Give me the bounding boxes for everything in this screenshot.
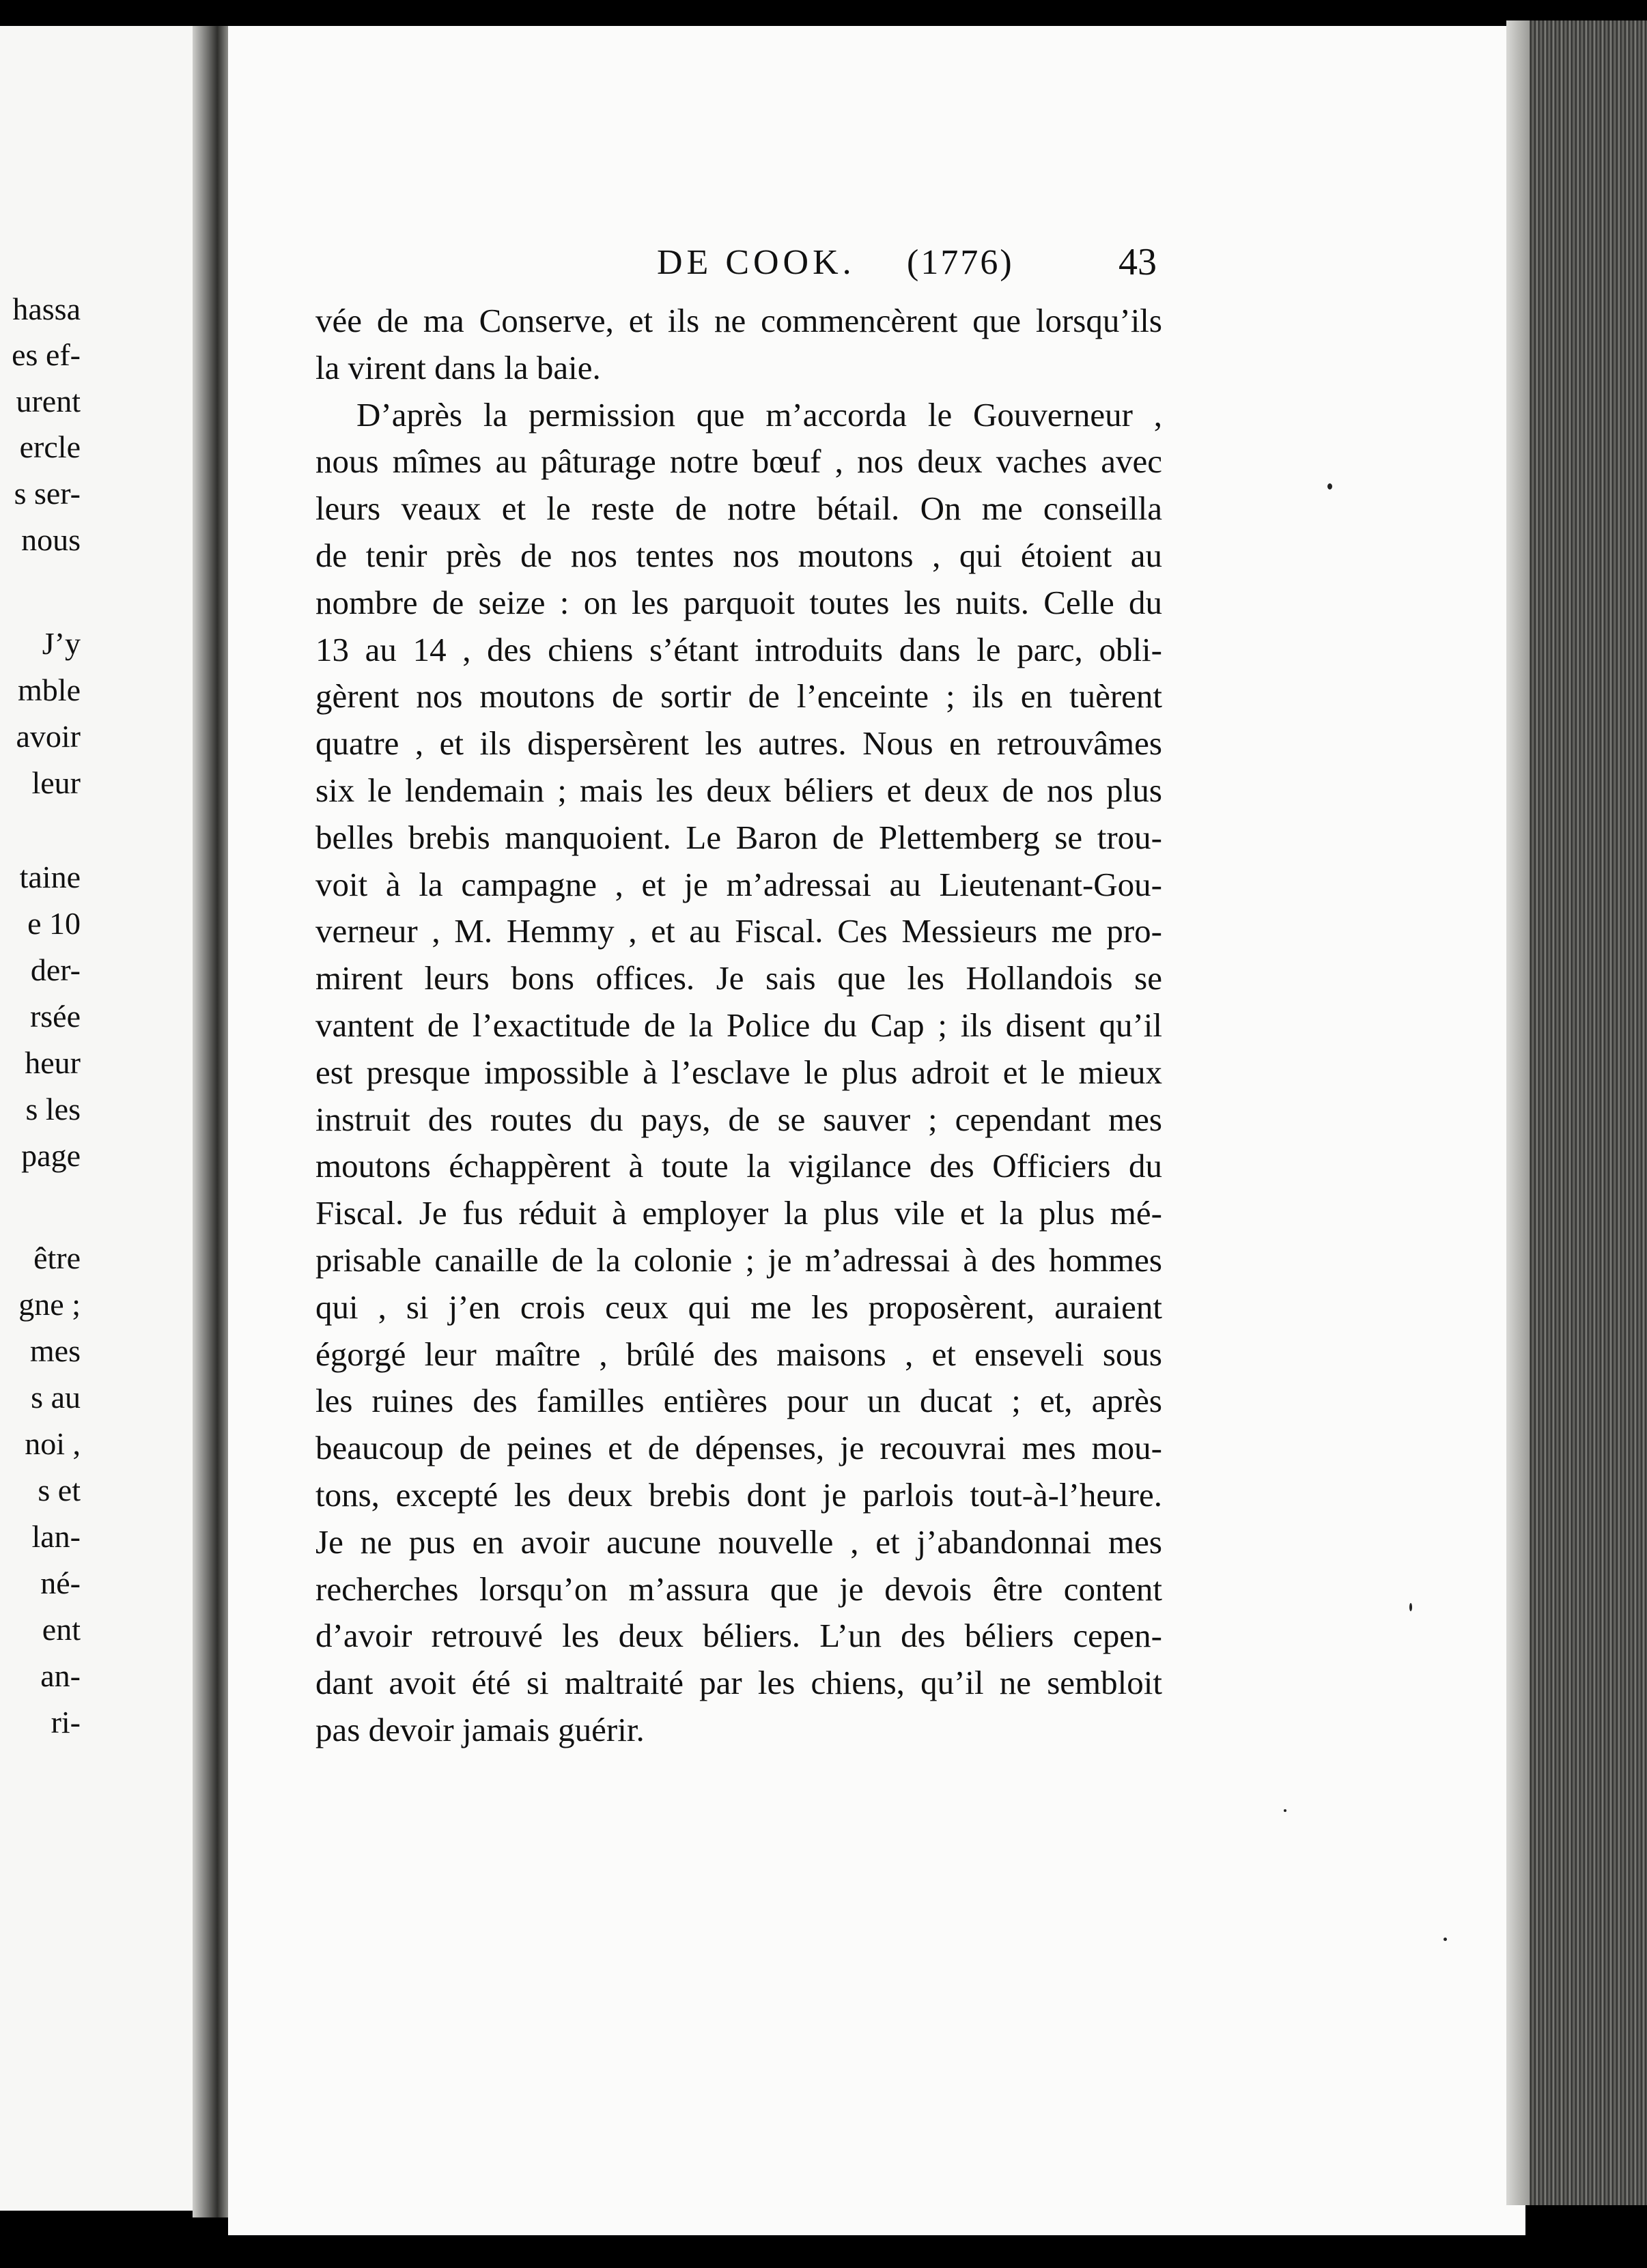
text-line: beaucoup de peines et de dépenses, je recouvrai mes mou- <box>315 1429 1162 1467</box>
text-line: gèrent nos moutons de sortir de l’enceinte ; ils en tuèrent <box>315 677 1162 715</box>
left-page-fragment: être <box>33 1241 81 1275</box>
text-line: voit à la campagne , et je m’adressai au Lieutenant-Gou- <box>315 865 1162 903</box>
left-page-fragment: s les <box>25 1092 81 1126</box>
text-line: dant avoit été si maltraité par les chiens, qu’il ne sembloit <box>315 1664 1162 1702</box>
text-line: la virent dans la baie. <box>315 348 601 386</box>
left-page-fragment: es ef- <box>12 337 81 372</box>
text-line: recherches lorsqu’on m’assura que je devois être content <box>315 1570 1162 1608</box>
text-line: vée de ma Conserve, et ils ne commencèrent que lorsqu’ils <box>315 302 1162 339</box>
left-page-fragment: J’y <box>42 626 81 661</box>
text-line: verneur , M. Hemmy , et au Fiscal. Ces Messieurs me pro- <box>315 912 1162 950</box>
left-page-fragment: noi , <box>25 1426 81 1461</box>
left-page-fragment: s au <box>31 1380 81 1415</box>
left-page-fragment: avoir <box>16 719 81 754</box>
text-line: Fiscal. Je fus réduit à employer la plus vile et la plus mé- <box>315 1194 1162 1232</box>
left-page-fragment: né- <box>40 1565 81 1600</box>
left-page-fragment: page <box>21 1138 81 1173</box>
text-line: de tenir près de nos tentes nos moutons , qui étoient au <box>315 536 1162 574</box>
left-page-fragment: an- <box>40 1658 81 1693</box>
ink-speck <box>1284 1809 1286 1812</box>
left-page-fragment: mble <box>18 672 81 707</box>
left-page-fragment: s et <box>38 1473 81 1507</box>
running-year: (1776) <box>907 243 1014 282</box>
left-page-fragment: heur <box>25 1045 81 1080</box>
left-page-fragment: der- <box>30 952 81 987</box>
left-page-fragment: leur <box>31 765 81 800</box>
page-edge-rim <box>1506 20 1530 2205</box>
left-page-fragment: lan- <box>31 1519 81 1554</box>
page-number: 43 <box>1118 241 1157 283</box>
body-text <box>315 298 1162 1754</box>
running-title: DE COOK. <box>657 243 856 282</box>
left-page-fragment: ercle <box>19 429 81 464</box>
text-line: six le lendemain ; mais les deux béliers et deux de nos plus <box>315 771 1162 809</box>
left-page-fragment: hassa <box>12 292 81 326</box>
left-page-fragment: rsée <box>29 999 81 1034</box>
left-page <box>0 26 198 2211</box>
text-line: instruit des routes du pays, de se sauver ; cependant mes <box>315 1100 1162 1138</box>
text-line: leurs veaux et le reste de notre bétail. On me conseilla <box>315 490 1162 528</box>
ink-speck <box>1409 1603 1412 1611</box>
text-line: nous mîmes au pâturage notre bœuf , nos deux vaches avec <box>315 442 1162 481</box>
left-page-fragment: urent <box>16 384 81 419</box>
text-line: qui , si j’en crois ceux qui me les proposèrent, auraient <box>315 1288 1162 1326</box>
text-line: pas devoir jamais guérir. <box>315 1710 645 1748</box>
text-line: moutons échappèrent à toute la vigilance des Officiers du <box>315 1147 1162 1185</box>
left-page-fragment: gne ; <box>18 1287 81 1322</box>
text-line: est presque impossible à l’esclave le plus adroit et le mieux <box>315 1053 1162 1091</box>
left-page-fragment: taine <box>19 860 81 894</box>
text-line: belles brebis manquoient. Le Baron de Plettemberg se trou- <box>315 818 1162 856</box>
left-page-fragment: ri- <box>51 1705 81 1740</box>
left-page-fragment: mes <box>29 1333 81 1368</box>
text-line: égorgé leur maître , brûlé des maisons , et enseveli sous <box>315 1335 1162 1373</box>
text-line: mirent leurs bons offices. Je sais que les Hollandois se <box>315 959 1162 997</box>
text-line: les ruines des familles entières pour un ducat ; et, après <box>315 1382 1162 1420</box>
text-line: D’après la permission que m’accorda le Gouverneur , <box>356 395 1162 434</box>
book-gutter <box>193 26 228 2217</box>
left-page-fragment: e 10 <box>27 906 81 941</box>
text-line: vantent de l’exactitude de la Police du Cap ; ils disent qu’il <box>315 1006 1162 1044</box>
text-line: prisable canaille de la colonie ; je m’adressai à des hommes <box>315 1241 1162 1279</box>
ink-speck <box>1444 1938 1447 1941</box>
text-line: 13 au 14 , des chiens s’étant introduits dans le parc, obli- <box>315 630 1162 668</box>
left-page-fragment: ent <box>42 1612 81 1647</box>
text-line: nombre de seize : on les parquoit toutes les nuits. Celle du <box>315 583 1162 621</box>
left-page-fragment: s ser- <box>14 476 81 511</box>
text-line: d’avoir retrouvé les deux béliers. L’un des béliers cepen- <box>315 1617 1162 1655</box>
text-line: Je ne pus en avoir aucune nouvelle , et j’abandonnai mes <box>315 1522 1162 1561</box>
ink-speck <box>1327 483 1332 490</box>
text-line: quatre , et ils dispersèrent les autres. Nous en retrouvâmes <box>315 724 1162 763</box>
left-page-fragment: nous <box>21 522 81 557</box>
text-line: tons, excepté les deux brebis dont je parlois tout-à-l’heure. <box>315 1475 1162 1514</box>
